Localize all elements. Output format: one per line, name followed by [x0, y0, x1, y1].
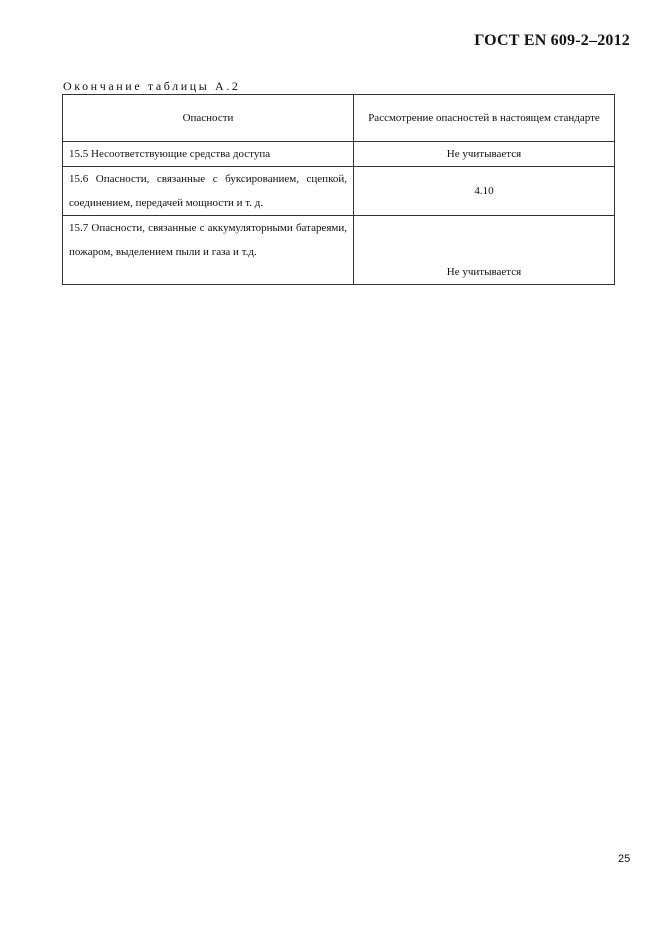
page-number: 25 — [618, 853, 631, 865]
reference-cell: Не учитывается — [354, 142, 615, 167]
column-header-hazards: Опасности — [63, 95, 354, 142]
table-row — [63, 216, 615, 285]
hazards-table — [62, 94, 615, 285]
table-row — [63, 142, 615, 167]
hazard-cell: 15.5 Несоответствующие средства доступа — [63, 142, 354, 167]
hazard-cell: 15.6 Опасности, связанные с буксированием, сцепкой, соединением, передачей мощности и т. д. — [63, 167, 354, 216]
reference-cell: Не учитывается — [354, 216, 615, 285]
table-header-row — [63, 95, 615, 142]
standard-header: ГОСТ EN 609-2–2012 — [474, 32, 630, 49]
table-row — [63, 167, 615, 216]
column-header-consideration: Рассмотрение опасностей в настоящем стандарте — [354, 95, 615, 142]
table-caption: Окончание таблицы А.2 — [63, 79, 241, 93]
reference-cell: 4.10 — [354, 167, 615, 216]
hazard-cell: 15.7 Опасности, связанные с аккумуляторными батареями, пожаром, выделением пыли и газа и т.д. — [63, 216, 354, 285]
